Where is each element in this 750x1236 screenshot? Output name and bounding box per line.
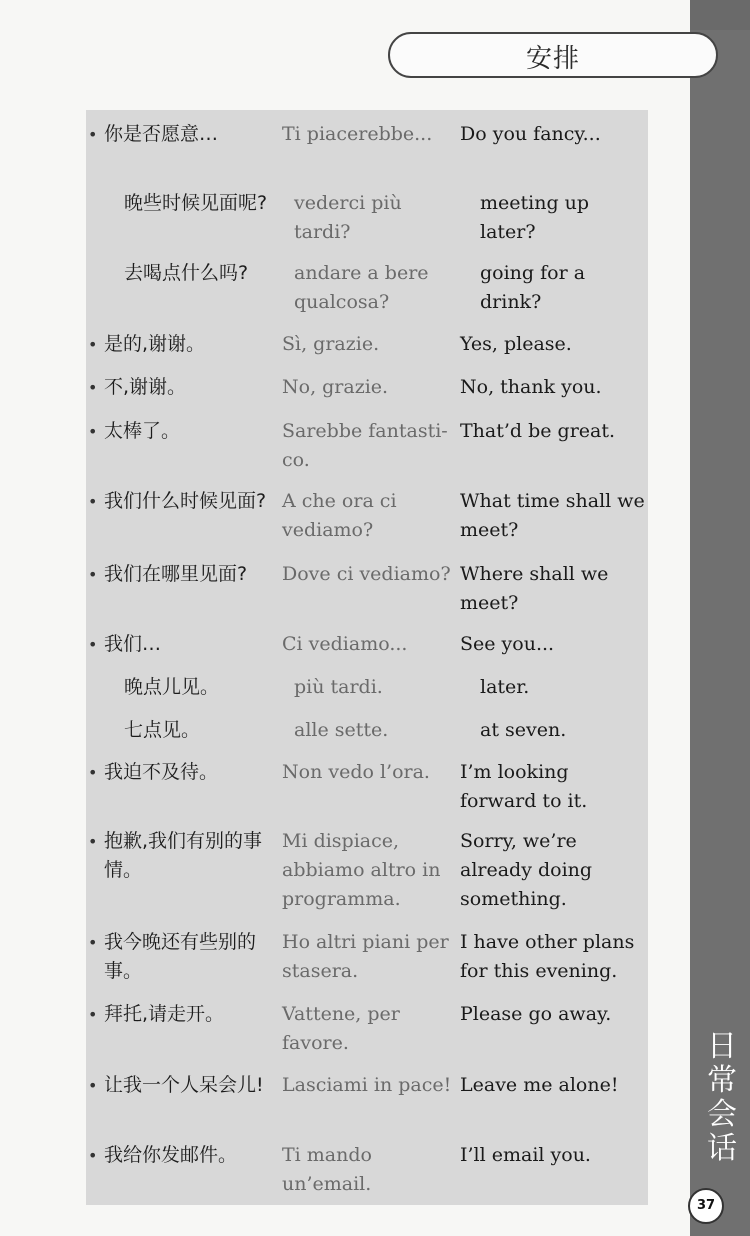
english-phrase: See you... [460, 633, 555, 655]
italian-phrase: Dove ci vediamo? [282, 563, 451, 585]
italian-phrase: Sarebbe fantasti-co. [282, 420, 448, 471]
english-phrase: Do you fancy... [460, 123, 601, 145]
bullet-icon: • [88, 933, 98, 952]
italian-phrase: No, grazie. [282, 376, 389, 398]
english-phrase: No, thank you. [460, 376, 602, 398]
chinese-phrase: 我迫不及待。 [104, 761, 219, 783]
section-title: 安排 [525, 44, 580, 74]
english-phrase: I have other plans for this evening. [460, 931, 635, 982]
italian-phrase: Ti mando un’email. [282, 1144, 372, 1195]
chinese-phrase: 你是否愿意… [104, 123, 219, 145]
chinese-phrase: 拜托,请走开。 [104, 1003, 225, 1025]
english-phrase: That’d be great. [460, 420, 616, 442]
italian-phrase: Lasciami in pace! [282, 1074, 452, 1096]
bullet-icon: • [88, 492, 98, 511]
bullet-icon: • [88, 378, 98, 397]
chinese-phrase: 我们在哪里见面? [104, 563, 248, 585]
italian-phrase: Mi dispiace, abbiamo altro in programma. [282, 830, 441, 910]
english-phrase: going for a drink? [480, 262, 586, 313]
english-phrase: What time shall we meet? [460, 490, 645, 541]
english-phrase: I’ll email you. [460, 1144, 591, 1166]
chinese-phrase: 让我一个人呆会儿! [104, 1074, 264, 1096]
english-phrase: I’m looking forward to it. [460, 761, 588, 812]
italian-phrase: Vattene, per favore. [282, 1003, 400, 1054]
english-phrase: Leave me alone! [460, 1074, 619, 1096]
chinese-phrase: 七点见。 [124, 719, 201, 741]
bullet-icon: • [88, 1146, 98, 1165]
page-number-badge: 37 [688, 1188, 724, 1224]
side-tab-label: 日常会话 [707, 1029, 737, 1166]
english-phrase: Please go away. [460, 1003, 612, 1025]
side-tab-strip-top [690, 0, 750, 30]
bullet-icon: • [88, 1076, 98, 1095]
chinese-phrase: 不,谢谢。 [104, 376, 187, 398]
chinese-phrase: 去喝点什么吗? [124, 262, 249, 284]
bullet-icon: • [88, 125, 98, 144]
italian-phrase: Non vedo l’ora. [282, 761, 430, 783]
italian-phrase: alle sette. [294, 719, 389, 741]
chinese-phrase: 太棒了。 [104, 420, 181, 442]
bullet-icon: • [88, 335, 98, 354]
italian-phrase: andare a bere qualcosa? [294, 262, 429, 313]
chinese-phrase: 我们什么时候见面? [104, 490, 267, 512]
bullet-icon: • [88, 1005, 98, 1024]
english-phrase: Sorry, we’re already doing something. [460, 830, 593, 910]
english-phrase: later. [480, 676, 530, 698]
bullet-icon: • [88, 422, 98, 441]
bullet-icon: • [88, 565, 98, 584]
italian-phrase: più tardi. [294, 676, 383, 698]
english-phrase: Yes, please. [460, 333, 572, 355]
italian-phrase: Ci vediamo... [282, 633, 408, 655]
english-phrase: Where shall we meet? [460, 563, 609, 614]
bullet-icon: • [88, 635, 98, 654]
italian-phrase: vederci più tardi? [294, 192, 402, 243]
english-phrase: at seven. [480, 719, 567, 741]
bullet-icon: • [88, 763, 98, 782]
italian-phrase: Sì, grazie. [282, 333, 380, 355]
bullet-icon: • [88, 832, 98, 851]
chinese-phrase: 我今晚还有些别的事。 [104, 931, 257, 982]
chinese-phrase: 抱歉,我们有别的事情。 [104, 830, 263, 881]
chinese-phrase: 晚点儿见。 [124, 676, 220, 698]
italian-phrase: Ti piacerebbe... [282, 123, 433, 145]
chinese-phrase: 我们… [104, 633, 162, 655]
english-phrase: meeting up later? [480, 192, 590, 243]
section-header-tab [388, 32, 718, 78]
chinese-phrase: 是的,谢谢。 [104, 333, 206, 355]
chinese-phrase: 我给你发邮件。 [104, 1144, 238, 1166]
italian-phrase: Ho altri piani per stasera. [282, 931, 449, 982]
chinese-phrase: 晚些时候见面呢? [124, 192, 268, 214]
italian-phrase: A che ora ci vediamo? [282, 490, 397, 541]
